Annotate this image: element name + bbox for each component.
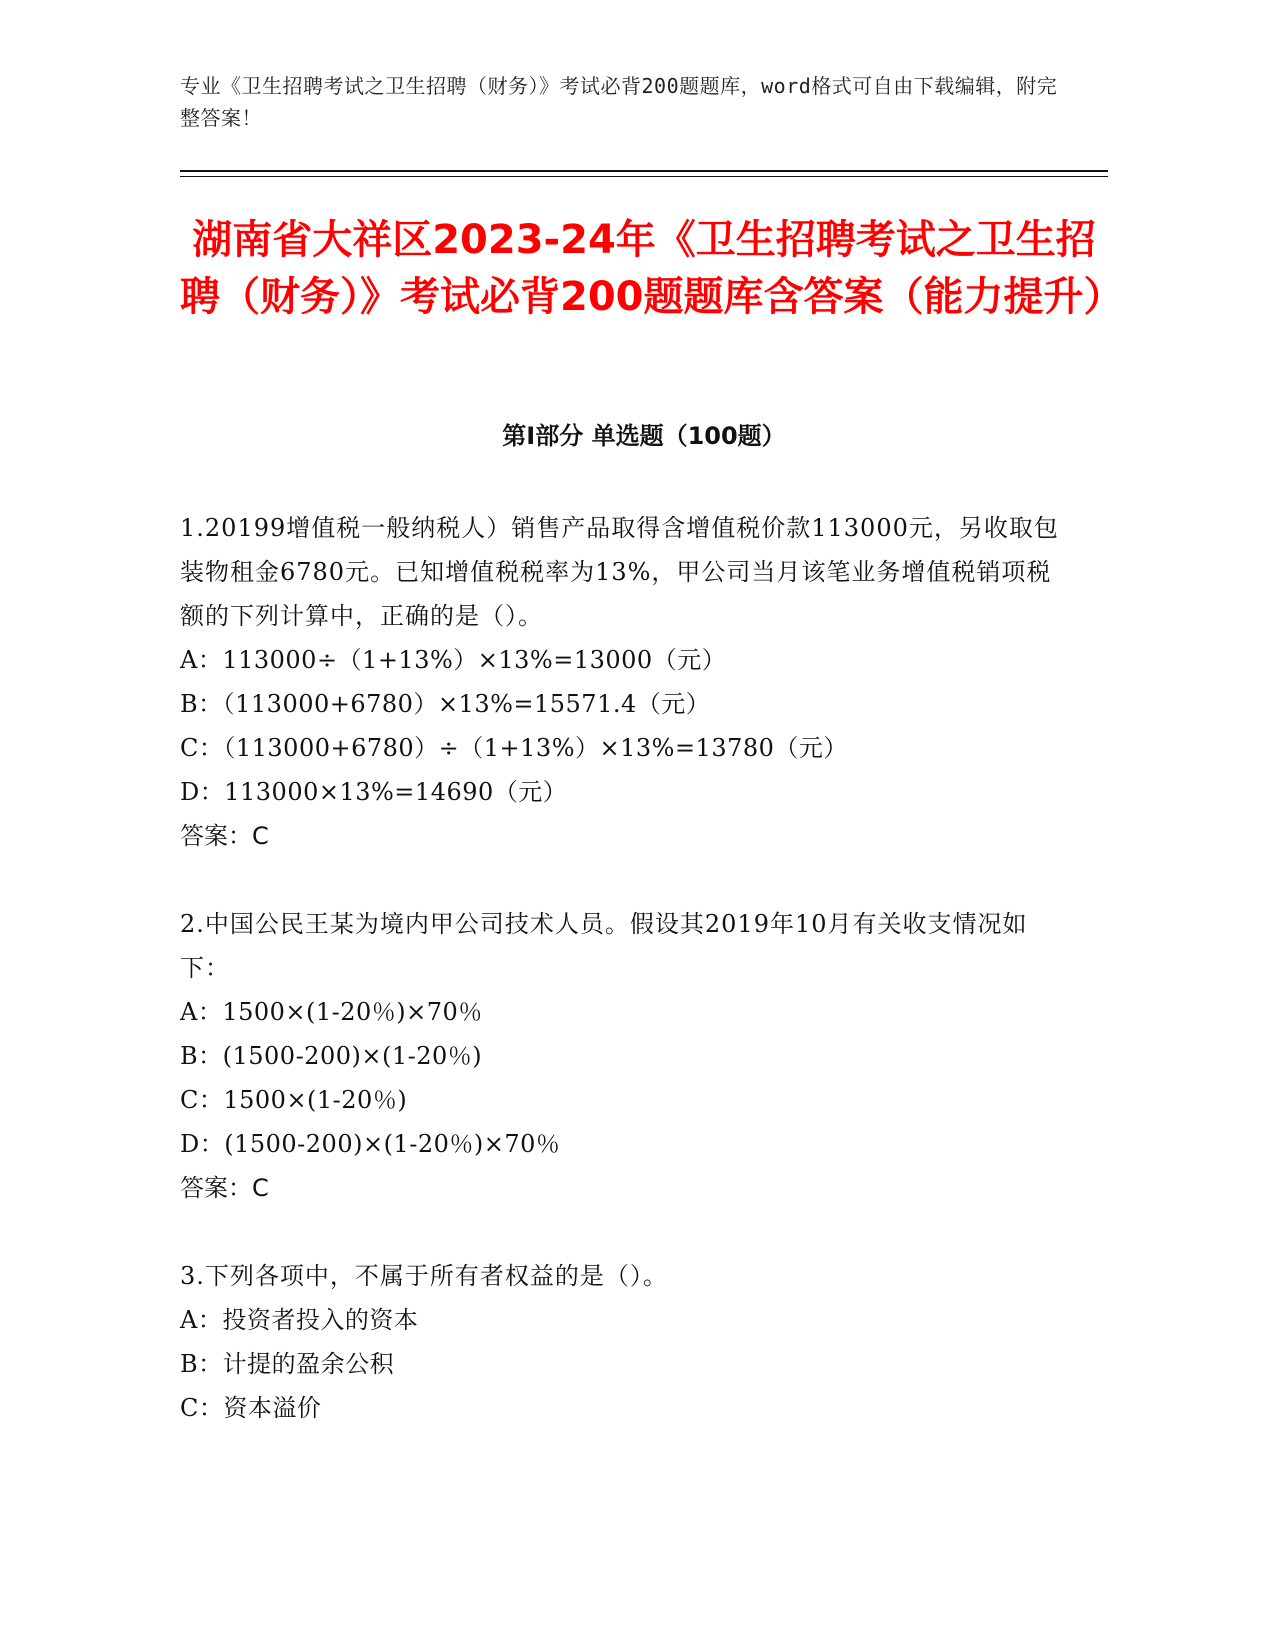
header-divider-thick xyxy=(180,170,1108,172)
question-stem: 2.中国公民王某为境内甲公司技术人员。假设其2019年10月有关收支情况如下： xyxy=(180,910,1028,982)
header-divider-thin xyxy=(180,176,1108,177)
question-option-d: D：(1500-200)×(1-20％)×70％ xyxy=(180,1130,561,1158)
question-item xyxy=(180,506,1060,858)
question-answer: 答案：C xyxy=(180,1174,269,1202)
question-option-c: C：资本溢价 xyxy=(180,1394,322,1422)
question-option-c: C：（113000+6780）÷（1+13%）×13%=13780（元） xyxy=(180,734,848,762)
question-stem: 1.20199增值税一般纳税人）销售产品取得含增值税价款113000元，另收取包装物租金6780元。已知增值税税率为13%，甲公司当月该笔业务增值税销项税额的下列计算中，正确的是（）。 xyxy=(180,514,1059,630)
document-title: 湖南省大祥区2023-24年《卫生招聘考试之卫生招聘（财务）》考试必背200题题库含答案（能力提升） xyxy=(180,217,1124,320)
header-note: 专业《卫生招聘考试之卫生招聘（财务）》考试必背200题题库，word格式可自由下载编辑，附完整答案！ xyxy=(180,74,1058,130)
question-option-a: A：1500×(1-20％)×70％ xyxy=(180,998,483,1026)
question-item xyxy=(180,902,1060,1210)
question-stem: 3.下列各项中，不属于所有者权益的是（）。 xyxy=(180,1262,668,1290)
question-option-a: A：113000÷（1+13%）×13%=13000（元） xyxy=(180,646,727,674)
question-option-b: B：计提的盈余公积 xyxy=(180,1350,395,1378)
question-option-d: D：113000×13%=14690（元） xyxy=(180,778,568,806)
question-option-a: A：投资者投入的资本 xyxy=(180,1306,419,1334)
question-option-c: C：1500×(1-20％) xyxy=(180,1086,408,1114)
question-answer: 答案：C xyxy=(180,822,269,850)
section-title: 第Ⅰ部分 单选题（100题） xyxy=(502,422,786,450)
question-item xyxy=(180,1254,1060,1430)
question-list xyxy=(180,506,1060,1474)
question-option-b: B：(1500-200)×(1-20％) xyxy=(180,1042,483,1070)
question-option-b: B：（113000+6780）×13%=15571.4（元） xyxy=(180,690,711,718)
